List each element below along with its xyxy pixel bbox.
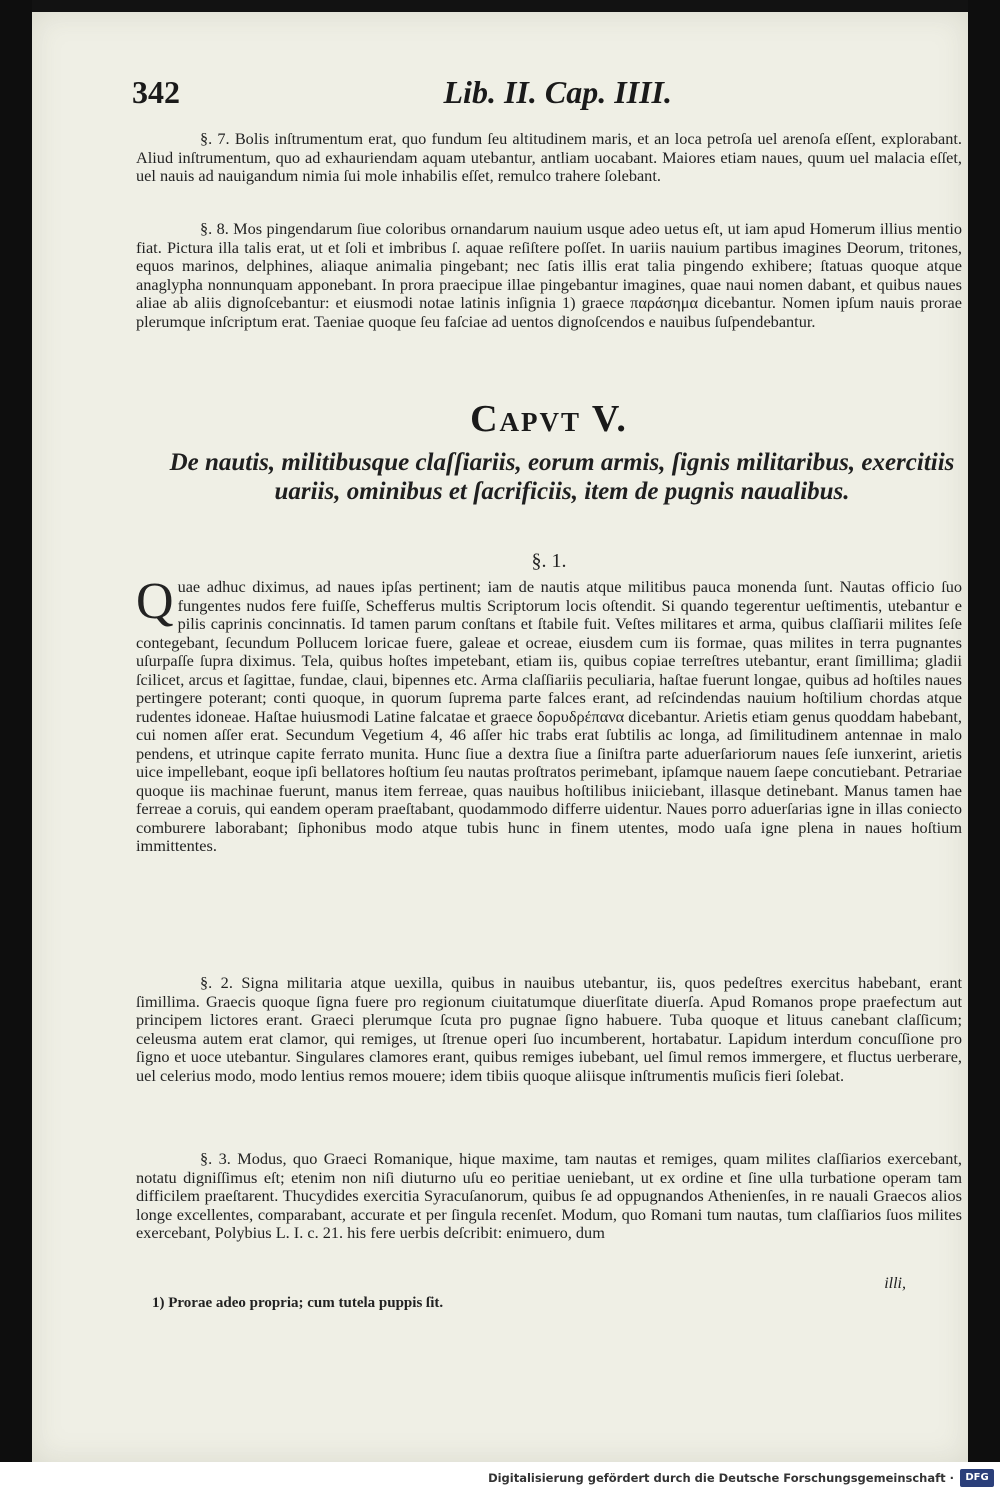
section-2: §. 2. Signa militaria atque uexilla, quibus in nauibus utebantur, iis, quos pedeſtres exercitus habebant, erant ſimillima. Graecis quoque ſigna fuere pro regionum ciuitatumque diuerſitate diuerſa. Apud Romanos prope praefectum aut principem lictores erant. Graeci plerumque ſcuta pro pugnae ſigno habuere. Tuba quoque et lituus canebant claſſicum; celeusma autem erat clamor, qui remiges, ut ſtrenue operi ſuo incumberent, hortabatur. Lapidum interdum concuſſione pro ſigno et uoce utebantur. Singulares clamores erant, quibus remiges iubebant, uel ſimul remos immergere, et fluctus uerberare, uel celerius modo, modo lentius remos mouere; idem tibiis quoque aliisque inſtrumentis muſicis fieri ſolebat. xyxy=(136,973,962,1085)
scan-border-left xyxy=(0,0,32,1462)
book-page xyxy=(32,12,968,1462)
section-1 xyxy=(136,573,962,856)
scan-border-right xyxy=(968,0,1000,1462)
chapter-title: Capvt V. xyxy=(470,398,628,440)
chapter-subtitle: De nautis, militibusque claſſiariis, eorum armis, ſignis militaribus, exercitiis uariis, ominibus et ſacrificiis, item de pugnis naualibus. xyxy=(169,449,955,505)
page-header xyxy=(132,74,672,118)
running-head: Lib. II. Cap. IIII. xyxy=(443,74,672,110)
paragraph-7: §. 7. Bolis inſtrumentum erat, quo fundum ſeu altitudinem maris, et an loca petroſa uel arenoſa eſſent, explorabant. Aliud inſtrumentum, quo ad exhauriendam aquam utebantur, antliam uocabant. Maiores etiam naues, quum uel malacia eſſet, uel nauis ad nauigandum nimia ſui mole inhabilis eſſet, remulco trahere ſolebant. xyxy=(136,129,962,185)
dfg-logo-icon[interactable]: DFG xyxy=(960,1469,994,1487)
drop-cap: Q xyxy=(136,573,174,630)
catchword: illi, xyxy=(884,1275,906,1292)
footer-bar xyxy=(0,1462,1000,1497)
section-1-text: uae adhuc diximus, ad naues ipſas pertinent; iam de nautis atque militibus pauca monenda ſunt. Nautas officio ſuo fungentes nudos fere fuiſſe, Schefferus multis Scriptorum locis oſtendit. Si quando tegerentur ueſtimentis, utebantur e pilis caprinis concinnatis. Id tamen parum conſtans et ſtabile fuit. Veſtes militares et arma, quibus claſſiarii milites ſeſe contegebant, ſecundum Pollucem loricae fuere, galeae et ocreae, eiusdem cum iis formae, quas milites in terra pugnantes uſurpaſſe ſupra diximus. Tela, quibus hoſtes impetebant, etiam iis, quibus copiae terreſtres utebantur, erant ſimillima; gladii ſcilicet, arcus et ſagittae, fundae, claui, bipennes etc. Arma claſſiariis peculiaria, haſtae fuerunt longae, quibus ad hoſtiles naues pertingere poterant; conti quoque, in quorum ſuprema parte falces erant, ad reſcindendas nauium hoſtilium chordas atque rudentes idoneae. Haſtae huiusmodi Latine falcatae et graece δορυδρέπανα dicebantur. Arietis etiam genus quoddam habebant, cui nomen aſſer erat. Secundum Vegetium 4, 46 aſſer hic trabs erat ſubtilis ac longa, ad ſimilitudinem antennae in malo pendens, et utrinque capite ferrato munita. Hunc ſiue a dextra ſiue a ſiniſtra parte aduerſariorum naues ſeſe iunxerint, arietis uice impellebant, eoque ipſi bellatores hoſtium ſeu nautas proſtratos perimebant, ipſamque nauem ſaepe concutiebant. Petrariae quoque iis machinae fuerunt, manus item ferreae, quas nauibus hoſtilibus iniiciebant, illasque detinebant. Manus tamen hae ferreae a coruis, qui eandem operam praeſtabant, quodammodo differre uidentur. Naues porro aduerſarias igne in illas coniecto comburere laborabant; ſiphonibus modo atque tubis hunc in finem utentes, modo uaſa igne plena in naues hoſtium immittentes. xyxy=(136,577,962,855)
page-number: 342 xyxy=(132,74,180,110)
funding-notice: Digitalisierung gefördert durch die Deutsche Forschungsgemeinschaft · xyxy=(488,1471,954,1485)
section-number: §. 1. xyxy=(531,550,567,572)
paragraph-8: §. 8. Mos pingendarum ſiue coloribus ornandarum nauium usque adeo uetus eſt, ut iam apud Homerum illius mentio fiat. Pictura illa talis erat, ut et ſoli et imbribus ſ. aquae reſiſtere poſſet. In uariis nauium partibus imagines Deorum, tritones, equos marinos, delphines, aliaque animalia pingebant; nec ſatis illis erat talia pingendo exhibere; ſtatuas quoque atque anaglypha nonnunquam apponebant. In prora praecipue illae pingebantur imagines, quae naui nomen dabant, et quibus naues aliae ab aliis dignoſcebantur: et eiusmodi notae latinis inſignia 1) graece παράσημα dicebantur. Nomen ipſum nauis prorae plerumque inſcriptum erat. Taeniae quoque ſeu faſciae ad uentos dignoſcendos e nauibus ſuſpendebantur. xyxy=(136,219,962,331)
section-3: §. 3. Modus, quo Graeci Romanique, hique maxime, tam nautas et remiges, quam milites claſſiarios exercebant, notatu digniſſimus eſt; etenim non niſi diuturno uſu eo peritiae ueniebant, ut ex ordine et ſine ulla turbatione operam tam difficilem praeſtarent. Thucydides exercitia Syracuſanorum, quibus ſe ad oppugnandos Athenienſes, in re nauali Graecos alios longe excellentes, comparabant, accurate et per ſingula recenſet. Modum, quo Romani tum nautas, tum claſſiarios ſuos milites exercebant, Polybius L. I. c. 21. his fere uerbis deſcribit: enimuero, dum xyxy=(136,1149,962,1242)
footnote: 1) Prorae adeo propria; cum tutela puppis ſit. xyxy=(152,1295,444,1311)
